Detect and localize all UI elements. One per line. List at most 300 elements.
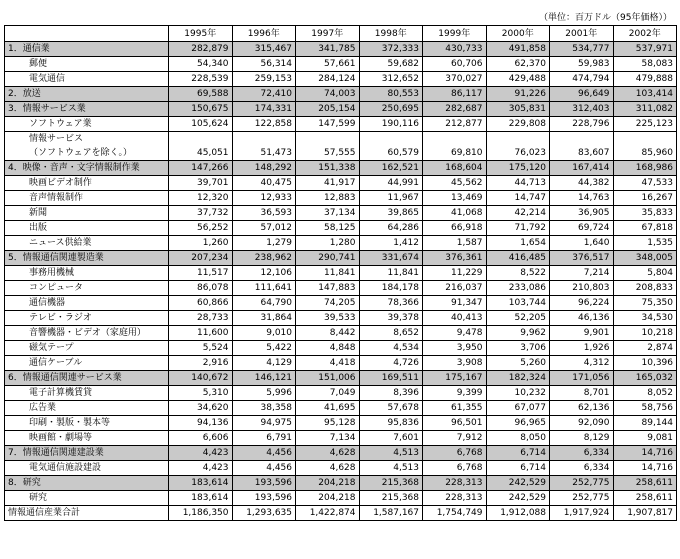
value-cell: 58,083 [613,57,677,72]
value-cell: 4,418 [296,356,360,371]
value-cell: 96,224 [550,296,614,311]
row-label [5,132,169,161]
row-label-text: 5．情報通信関連製造業 [8,253,104,263]
value-cell: 9,399 [423,386,487,401]
row-label-text: コンピュータ [29,283,84,293]
table-row [5,401,677,416]
value-cell: 57,555 [296,132,360,161]
row-label [5,57,169,72]
value-cell: 74,205 [296,296,360,311]
value-cell: 193,596 [232,491,296,506]
value-cell: 208,833 [613,281,677,296]
row-label-text: 出版 [29,223,48,233]
value-cell: 35,833 [613,206,677,221]
value-cell: 474,794 [550,72,614,87]
value-cell: 5,804 [613,266,677,281]
value-cell: 64,790 [232,296,296,311]
value-cell: 151,006 [296,371,360,386]
value-cell: 42,214 [486,206,550,221]
value-cell: 41,695 [296,401,360,416]
table-row [5,266,677,281]
value-cell: 46,136 [550,311,614,326]
value-cell: 78,366 [359,296,423,311]
header-blank [5,26,169,42]
category-row [5,371,677,386]
value-cell: 37,732 [169,206,233,221]
value-cell: 57,661 [296,57,360,72]
category-row [5,446,677,461]
table-row [5,356,677,371]
value-cell: 14,747 [486,191,550,206]
value-cell: 56,252 [169,221,233,236]
value-cell: 1,754,749 [423,506,487,521]
value-cell: 86,117 [423,87,487,102]
value-cell: 96,501 [423,416,487,431]
value-cell: 1,907,817 [613,506,677,521]
value-cell: 6,334 [550,461,614,476]
row-label-text: 郵便 [29,59,48,69]
row-label-text: 電気通信施設建設 [29,463,102,473]
header-year: 1996年 [232,26,296,42]
value-cell: 66,918 [423,221,487,236]
value-cell: 210,803 [550,281,614,296]
row-label [5,326,169,341]
value-cell: 479,888 [613,72,677,87]
value-cell: 39,533 [296,311,360,326]
value-cell: 311,082 [613,102,677,117]
value-cell: 7,214 [550,266,614,281]
value-cell: 534,777 [550,42,614,57]
row-label [5,431,169,446]
value-cell: 168,986 [613,161,677,176]
table-row [5,57,677,72]
value-cell: 54,340 [169,57,233,72]
value-cell: 6,768 [423,461,487,476]
value-cell: 151,338 [296,161,360,176]
value-cell: 4,456 [232,461,296,476]
value-cell: 60,579 [359,132,423,161]
value-cell: 40,413 [423,311,487,326]
value-cell: 10,218 [613,326,677,341]
row-label [5,176,169,191]
value-cell: 4,848 [296,341,360,356]
value-cell: 34,620 [169,401,233,416]
value-cell: 429,488 [486,72,550,87]
value-cell: 36,905 [550,206,614,221]
value-cell: 16,267 [613,191,677,206]
value-cell: 3,908 [423,356,487,371]
value-cell: 64,286 [359,221,423,236]
value-cell: 14,763 [550,191,614,206]
row-label [5,491,169,506]
value-cell: 370,027 [423,72,487,87]
value-cell: 212,877 [423,117,487,132]
value-cell: 5,422 [232,341,296,356]
value-cell: 89,144 [613,416,677,431]
row-label [5,117,169,132]
value-cell: 51,473 [232,132,296,161]
value-cell: 10,396 [613,356,677,371]
value-cell: 41,917 [296,176,360,191]
table-row [5,296,677,311]
value-cell: 6,768 [423,446,487,461]
value-cell: 2,916 [169,356,233,371]
value-cell: 1,535 [613,236,677,251]
value-cell: 228,539 [169,72,233,87]
row-label [5,161,169,176]
value-cell: 3,706 [486,341,550,356]
value-cell: 95,128 [296,416,360,431]
row-label [5,401,169,416]
header-year: 1997年 [296,26,360,42]
value-cell: 140,672 [169,371,233,386]
value-cell: 44,382 [550,176,614,191]
row-label-text: 音声情報制作 [29,193,84,203]
value-cell: 7,049 [296,386,360,401]
value-cell: 11,841 [296,266,360,281]
value-cell: 228,313 [423,476,487,491]
value-cell: 91,347 [423,296,487,311]
row-label [5,386,169,401]
value-cell: 14,716 [613,461,677,476]
value-cell: 1,260 [169,236,233,251]
value-cell: 11,517 [169,266,233,281]
row-label-text: ソフトウェア業 [29,119,92,129]
value-cell: 190,116 [359,117,423,132]
value-cell: 171,056 [550,371,614,386]
value-cell: 67,818 [613,221,677,236]
value-cell: 60,706 [423,57,487,72]
value-cell: 205,154 [296,102,360,117]
value-cell: 8,129 [550,431,614,446]
row-label [5,296,169,311]
value-cell: 9,901 [550,326,614,341]
row-label [5,341,169,356]
category-row [5,102,677,117]
header-year: 1995年 [169,26,233,42]
value-cell: 59,983 [550,57,614,72]
value-cell: 537,971 [613,42,677,57]
row-label-text: 広告業 [29,403,57,413]
row-label-text: 4．映像・音声・文字情報制作業 [8,163,140,173]
value-cell: 150,675 [169,102,233,117]
row-label [5,356,169,371]
value-cell: 238,962 [232,251,296,266]
value-cell: 13,469 [423,191,487,206]
value-cell: 258,611 [613,476,677,491]
value-cell: 56,314 [232,57,296,72]
value-cell: 69,810 [423,132,487,161]
value-cell: 44,991 [359,176,423,191]
value-cell: 74,003 [296,87,360,102]
value-cell: 1,412 [359,236,423,251]
row-label [5,281,169,296]
value-cell: 67,077 [486,401,550,416]
header-year: 2000年 [486,26,550,42]
value-cell: 122,858 [232,117,296,132]
value-cell: 147,883 [296,281,360,296]
row-label [5,206,169,221]
row-label-text: 映画ビデオ制作 [29,178,92,188]
row-label [5,371,169,386]
value-cell: 105,624 [169,117,233,132]
value-cell: 7,912 [423,431,487,446]
value-cell: 4,534 [359,341,423,356]
row-label [5,266,169,281]
data-table [4,25,677,521]
value-cell: 165,032 [613,371,677,386]
value-cell: 57,012 [232,221,296,236]
value-cell: 8,050 [486,431,550,446]
value-cell: 96,649 [550,87,614,102]
value-cell: 182,324 [486,371,550,386]
value-cell: 8,052 [613,386,677,401]
value-cell: 242,529 [486,476,550,491]
value-cell: 1,293,635 [232,506,296,521]
value-cell: 37,134 [296,206,360,221]
value-cell: 1,280 [296,236,360,251]
value-cell: 183,614 [169,476,233,491]
value-cell: 76,023 [486,132,550,161]
value-cell: 39,701 [169,176,233,191]
row-label-text: 電気通信 [29,74,66,84]
value-cell: 169,511 [359,371,423,386]
value-cell: 6,791 [232,431,296,446]
value-cell: 215,368 [359,491,423,506]
value-cell: 94,975 [232,416,296,431]
table-row [5,221,677,236]
table-row [5,72,677,87]
value-cell: 252,775 [550,476,614,491]
row-label-text: 通信機器 [29,298,66,308]
value-cell: 40,475 [232,176,296,191]
value-cell: 282,687 [423,102,487,117]
value-cell: 85,960 [613,132,677,161]
row-label-text: 情報通信産業合計 [8,508,81,518]
category-row [5,476,677,491]
value-cell: 312,652 [359,72,423,87]
value-cell: 430,733 [423,42,487,57]
row-label-text: 映画館・劇場等 [29,433,93,443]
row-label [5,311,169,326]
table-row [5,326,677,341]
value-cell: 331,674 [359,251,423,266]
value-cell: 147,266 [169,161,233,176]
row-label [5,87,169,102]
value-cell: 376,361 [423,251,487,266]
value-cell: 252,775 [550,491,614,506]
value-cell: 207,234 [169,251,233,266]
value-cell: 4,726 [359,356,423,371]
value-cell: 86,078 [169,281,233,296]
row-label-text: 2．放送 [8,89,41,99]
row-label-note: （ソフトウェアを除く。） [29,148,132,158]
value-cell: 228,796 [550,117,614,132]
value-cell: 229,808 [486,117,550,132]
value-cell: 175,120 [486,161,550,176]
value-cell: 71,792 [486,221,550,236]
value-cell: 4,423 [169,446,233,461]
row-label [5,102,169,117]
table-row [5,416,677,431]
row-label-text: 情報サービス [29,134,84,144]
value-cell: 52,205 [486,311,550,326]
value-cell: 69,588 [169,87,233,102]
value-cell: 5,996 [232,386,296,401]
value-cell: 36,593 [232,206,296,221]
header-year: 2002年 [613,26,677,42]
value-cell: 58,125 [296,221,360,236]
row-label [5,476,169,491]
value-cell: 175,167 [423,371,487,386]
row-label [5,191,169,206]
table-row [5,281,677,296]
value-cell: 12,933 [232,191,296,206]
row-label [5,251,169,266]
value-cell: 341,785 [296,42,360,57]
category-row [5,42,677,57]
row-label-text: 1．通信業 [8,44,50,54]
value-cell: 491,858 [486,42,550,57]
value-cell: 31,864 [232,311,296,326]
row-label-text: テレビ・ラジオ [29,313,92,323]
value-cell: 2,874 [613,341,677,356]
value-cell: 284,124 [296,72,360,87]
header-row [5,26,677,42]
value-cell: 5,310 [169,386,233,401]
value-cell: 7,134 [296,431,360,446]
table-row [5,341,677,356]
value-cell: 11,967 [359,191,423,206]
value-cell: 47,533 [613,176,677,191]
value-cell: 6,606 [169,431,233,446]
value-cell: 8,701 [550,386,614,401]
value-cell: 9,962 [486,326,550,341]
category-row [5,87,677,102]
value-cell: 1,422,874 [296,506,360,521]
total-row [5,506,677,521]
value-cell: 233,086 [486,281,550,296]
table-body [5,26,677,521]
value-cell: 4,628 [296,461,360,476]
value-cell: 4,423 [169,461,233,476]
value-cell: 174,331 [232,102,296,117]
value-cell: 5,260 [486,356,550,371]
value-cell: 59,682 [359,57,423,72]
value-cell: 290,741 [296,251,360,266]
value-cell: 4,312 [550,356,614,371]
value-cell: 6,714 [486,461,550,476]
value-cell: 4,513 [359,446,423,461]
row-label [5,72,169,87]
header-year: 1999年 [423,26,487,42]
table-row [5,431,677,446]
value-cell: 11,229 [423,266,487,281]
value-cell: 14,716 [613,446,677,461]
row-label-text: 新聞 [29,208,48,218]
value-cell: 4,456 [232,446,296,461]
row-label-text: 6．情報通信関連サービス業 [8,373,122,383]
value-cell: 204,218 [296,476,360,491]
value-cell: 39,378 [359,311,423,326]
table-row [5,206,677,221]
value-cell: 12,106 [232,266,296,281]
value-cell: 204,218 [296,491,360,506]
value-cell: 168,604 [423,161,487,176]
value-cell: 9,478 [423,326,487,341]
value-cell: 1,587,167 [359,506,423,521]
table-row [5,461,677,476]
value-cell: 103,744 [486,296,550,311]
value-cell: 45,051 [169,132,233,161]
value-cell: 12,320 [169,191,233,206]
value-cell: 193,596 [232,476,296,491]
value-cell: 45,562 [423,176,487,191]
value-cell: 44,713 [486,176,550,191]
row-label [5,236,169,251]
row-label [5,461,169,476]
row-label-text: 7．情報通信関連建設業 [8,448,104,458]
value-cell: 94,136 [169,416,233,431]
table-row [5,132,677,161]
value-cell: 1,279 [232,236,296,251]
row-label-text: 研究 [29,493,48,503]
value-cell: 1,587 [423,236,487,251]
value-cell: 228,313 [423,491,487,506]
value-cell: 11,600 [169,326,233,341]
value-cell: 91,226 [486,87,550,102]
value-cell: 216,037 [423,281,487,296]
row-label-text: 事務用機械 [29,268,75,278]
row-label-text: 3．情報サービス業 [8,104,86,114]
table-row [5,236,677,251]
value-cell: 8,522 [486,266,550,281]
value-cell: 58,756 [613,401,677,416]
row-label [5,416,169,431]
value-cell: 111,641 [232,281,296,296]
value-cell: 315,467 [232,42,296,57]
value-cell: 348,005 [613,251,677,266]
value-cell: 72,410 [232,87,296,102]
value-cell: 305,831 [486,102,550,117]
value-cell: 167,414 [550,161,614,176]
value-cell: 11,841 [359,266,423,281]
value-cell: 34,530 [613,311,677,326]
row-label-text: ニュース供給業 [29,238,92,248]
row-label-text: 通信ケーブル [29,358,83,368]
value-cell: 4,129 [232,356,296,371]
value-cell: 5,524 [169,341,233,356]
value-cell: 75,350 [613,296,677,311]
value-cell: 1,926 [550,341,614,356]
value-cell: 282,879 [169,42,233,57]
row-label-text: 電子計算機賃貸 [29,388,93,398]
value-cell: 8,396 [359,386,423,401]
value-cell: 7,601 [359,431,423,446]
header-year: 1998年 [359,26,423,42]
row-label [5,221,169,236]
row-label-text: 音響機器・ビデオ（家庭用） [29,328,146,338]
category-row [5,161,677,176]
value-cell: 92,090 [550,416,614,431]
value-cell: 225,123 [613,117,677,132]
unit-note: （単位：百万ドル（95年価格）） [539,13,672,23]
value-cell: 184,178 [359,281,423,296]
value-cell: 1,654 [486,236,550,251]
value-cell: 57,678 [359,401,423,416]
value-cell: 8,442 [296,326,360,341]
value-cell: 1,917,924 [550,506,614,521]
